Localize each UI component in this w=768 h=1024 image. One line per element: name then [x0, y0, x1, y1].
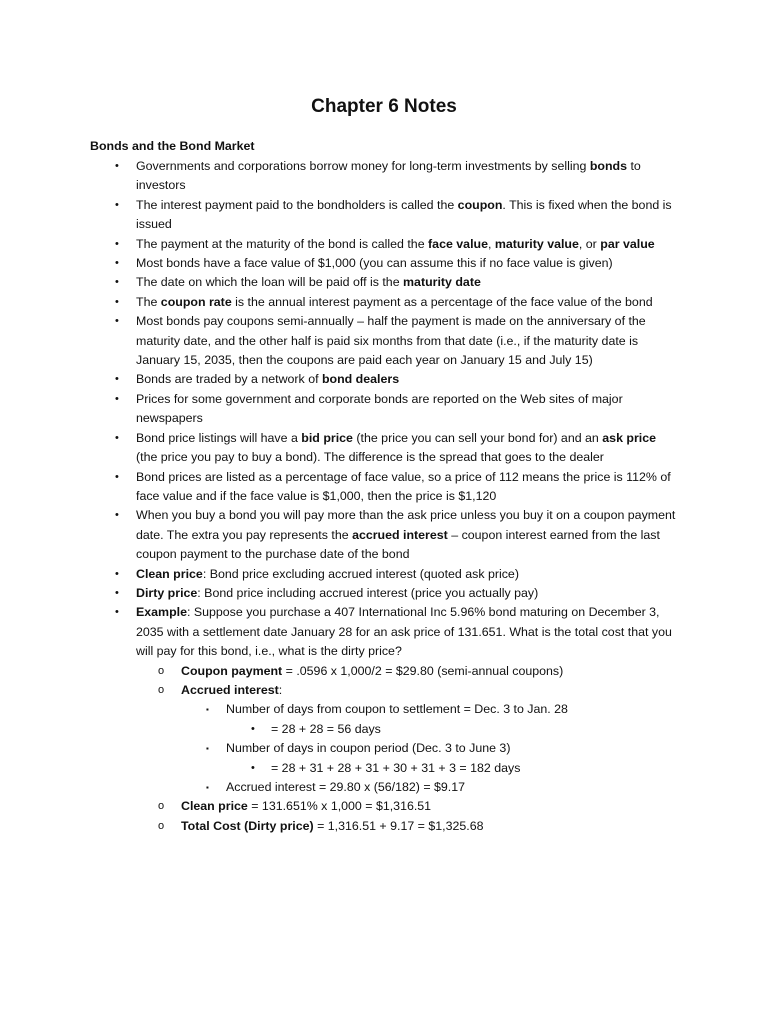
text-run: = 28 + 31 + 28 + 31 + 30 + 31 + 3 = 182 days	[271, 760, 521, 775]
bullet-icon: •	[115, 509, 119, 522]
text-run: The interest payment paid to the bondholders is called the	[136, 197, 458, 212]
text-run: (the price you pay to buy a bond). The difference is the spread that goes to the dealer	[136, 450, 604, 465]
text-run: : Bond price excluding accrued interest (quoted ask price)	[202, 566, 519, 581]
text-run: = 1,316.51 + 9.17 = $1,325.68	[313, 818, 484, 833]
list-item	[0, 235, 768, 254]
bold-term: ask price	[602, 430, 657, 445]
circle-bullet-icon: o	[158, 664, 165, 677]
list-item	[0, 506, 768, 564]
circle-bullet-icon: o	[158, 683, 165, 696]
list-item	[0, 584, 768, 603]
bold-term: Accrued interest	[181, 682, 279, 697]
bold-term: Dirty price	[136, 585, 198, 600]
calc-list	[226, 720, 676, 739]
bullet-icon: •	[115, 373, 119, 386]
bullet-icon: •	[251, 722, 255, 735]
text-run: Number of days from coupon to settlement = Dec. 3 to Jan. 28	[226, 702, 568, 717]
page-title: Chapter 6 Notes	[311, 96, 457, 117]
text-run: The payment at the maturity of the bond is called the	[136, 236, 429, 251]
text-run: Prices for some government and corporate bonds are reported on the Web sites of major newspapers	[136, 391, 623, 426]
bold-term: bond dealers	[321, 372, 400, 387]
bold-term: Example	[136, 605, 187, 620]
text-run: is the annual interest payment as a percentage of the face value of the bond	[231, 294, 653, 309]
text-run: The	[136, 294, 161, 309]
text-run: = 28 + 28 = 56 days	[271, 721, 381, 736]
text-run: to investors	[136, 159, 641, 193]
example-steps	[136, 662, 676, 837]
bullet-icon: •	[115, 567, 119, 580]
accrued-substeps	[181, 700, 676, 797]
bullet-icon: •	[251, 761, 255, 774]
text-run: : Bond price including accrued interest (price you actually pay)	[197, 585, 539, 600]
text-run: = .0596 x 1,000/2 = $29.80 (semi-annual coupons)	[282, 663, 564, 678]
calc-list	[226, 759, 676, 778]
bold-term: coupon rate	[160, 294, 232, 309]
bullet-icon: •	[115, 276, 119, 289]
text-run: , or	[578, 236, 601, 251]
bold-term: Coupon payment	[181, 663, 283, 678]
text-run: Most bonds pay coupons semi-annually – half the payment is made on the anniversary of the maturity date, and the other half is paid six months from that date (i.e., if the maturity date is January 15, 2035, then the coupons are paid each year on January 15 and July 15)	[136, 314, 646, 368]
bold-term: maturity value	[494, 236, 579, 251]
list-item	[0, 254, 768, 273]
list-item	[0, 370, 768, 389]
text-run: When you buy a bond you will pay more than the ask price unless you buy it on a coupon payment date. The extra you pay represents the	[136, 508, 676, 542]
list-item	[0, 293, 768, 312]
section-heading: Bonds and the Bond Market	[90, 139, 255, 153]
bullet-icon: •	[115, 315, 119, 328]
list-item	[0, 429, 768, 468]
list-item	[0, 312, 768, 370]
substep-days-settlement	[181, 700, 676, 739]
bold-term: maturity date	[403, 275, 481, 290]
text-run: Number of days in coupon period (Dec. 3 to June 3)	[226, 741, 511, 756]
text-run: Bonds are traded by a network of	[136, 372, 322, 387]
text-run: Accrued interest = 29.80 x (56/182) = $9.17	[226, 780, 466, 794]
circle-bullet-icon: o	[158, 819, 165, 832]
text-run: ,	[487, 236, 495, 251]
circle-bullet-icon: o	[158, 800, 165, 813]
bold-term: coupon	[457, 197, 503, 212]
bullet-icon: •	[115, 470, 119, 483]
list-item	[0, 468, 768, 507]
text-run: Most bonds have a face value of $1,000 (you can assume this if no face value is given)	[136, 256, 613, 271]
calc-days-period	[226, 759, 676, 778]
bullet-icon: •	[115, 586, 119, 599]
notes-list	[0, 157, 768, 836]
substep-days-period	[181, 739, 676, 778]
list-item	[0, 273, 768, 292]
text-run: :	[278, 682, 283, 697]
bold-term: bonds	[589, 159, 628, 173]
step-coupon-payment	[136, 662, 676, 681]
bullet-icon: •	[115, 237, 119, 250]
bullet-icon: •	[115, 431, 119, 444]
text-run: Governments and corporations borrow money for long-term investments by selling	[136, 159, 590, 173]
bold-term: Clean price	[136, 566, 203, 581]
bullet-icon: •	[115, 160, 119, 172]
calc-days-settlement	[226, 720, 676, 739]
bold-term: par value	[600, 236, 655, 251]
text-run: : Suppose you purchase a 407 International Inc 5.96% bond maturing on December 3, 2035 with a settlement date January 28 for an ask price of 131.651. What is the total cost that you will pay for this bond, i.e., what is the dirty price?	[136, 605, 672, 659]
list-item	[0, 390, 768, 429]
square-bullet-icon: ▪	[206, 705, 209, 715]
bold-term: Total Cost (Dirty price)	[181, 818, 314, 833]
substep-accrued-calc	[181, 778, 676, 797]
text-run: – coupon interest earned from the last coupon payment to the purchase date of the bond	[136, 527, 660, 562]
list-item	[0, 157, 768, 196]
text-run: = 131.651% x 1,000 = $1,316.51	[247, 799, 432, 814]
square-bullet-icon: ▪	[206, 744, 209, 754]
text-run: . This is fixed when the bond is issued	[136, 197, 672, 232]
text-run: (the price you can sell your bond for) and an	[352, 430, 603, 445]
square-bullet-icon: ▪	[206, 783, 209, 792]
bold-term: face value	[428, 236, 488, 251]
bold-term: bid price	[301, 430, 353, 445]
text-run: Bond price listings will have a	[136, 430, 302, 445]
bullet-icon: •	[115, 257, 119, 270]
bullet-icon: •	[115, 198, 119, 211]
text-run: The date on which the loan will be paid off is the	[136, 275, 404, 290]
list-item	[0, 565, 768, 584]
bullet-icon: •	[115, 606, 119, 619]
step-total-cost	[136, 817, 676, 836]
text-run: Bond prices are listed as a percentage of face value, so a price of 112 means the price is 112% of face value and if the face value is $1,000, then the price is $1,120	[136, 469, 671, 503]
list-item-example	[0, 603, 768, 836]
bullet-icon: •	[115, 295, 119, 308]
bold-term: Clean price	[181, 799, 248, 814]
bold-term: accrued interest	[352, 527, 448, 542]
bullet-icon: •	[115, 392, 119, 405]
step-accrued-interest	[136, 681, 676, 797]
step-clean-price	[136, 797, 676, 816]
list-item	[0, 196, 768, 235]
